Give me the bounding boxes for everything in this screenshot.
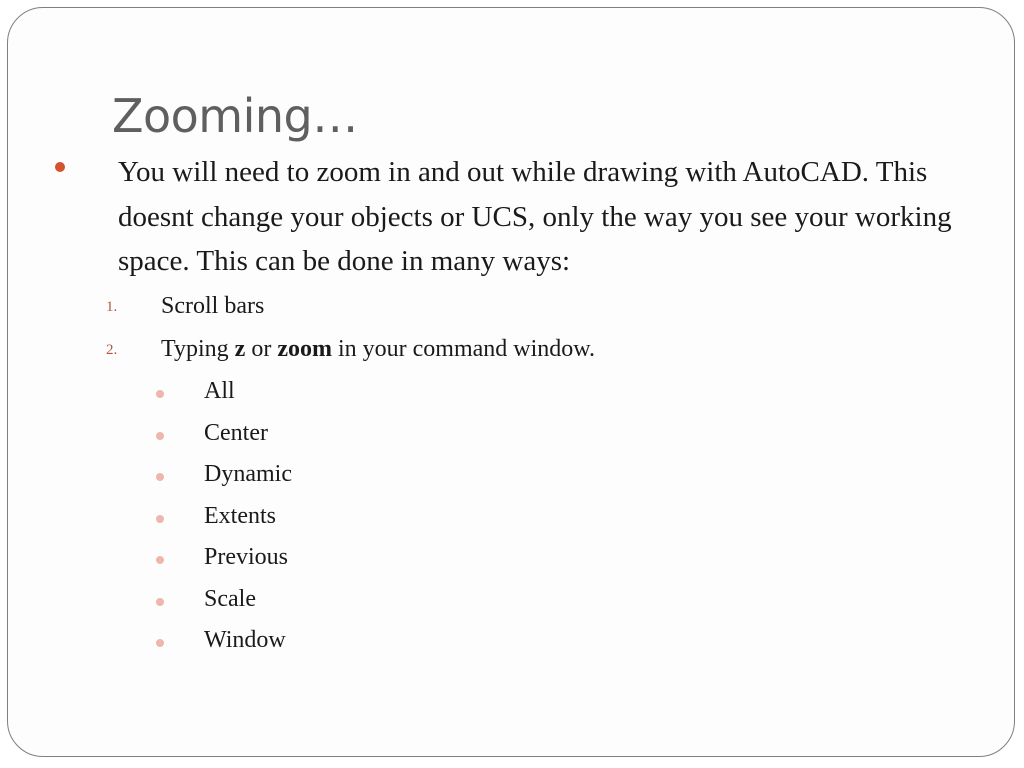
bold-command-zoom: zoom: [277, 336, 332, 362]
sub-item-text: Center: [204, 420, 268, 446]
sub-bullet-icon: [156, 390, 164, 398]
sub-bullet-icon: [156, 598, 164, 606]
bold-command-z: z: [234, 336, 246, 362]
sub-bullet-icon: [156, 432, 164, 440]
sub-item-text: All: [204, 378, 235, 404]
number-marker: 2.: [106, 342, 118, 358]
main-bullet-text: You will need to zoom in and out while drawing with AutoCAD. This doesnt change your objects or UCS, only the way you see your working space. This can be done in many ways:: [118, 156, 952, 277]
sub-bullet-icon: [156, 639, 164, 647]
text-prefix: Typing: [161, 336, 235, 362]
text-mid: or: [245, 336, 278, 362]
sub-item-text: Dynamic: [204, 461, 292, 487]
numbered-item-text: [161, 336, 595, 363]
slide-title: Zooming…: [112, 89, 358, 143]
text-suffix: in your command window.: [331, 336, 596, 362]
sub-item-text: Extents: [204, 503, 276, 529]
sub-item-text: Previous: [204, 544, 288, 570]
sub-bullet-icon: [156, 556, 164, 564]
number-marker: 1.: [106, 299, 118, 315]
sub-bullet-icon: [156, 473, 164, 481]
sub-bullet-icon: [156, 515, 164, 523]
sub-item-text: Window: [204, 627, 286, 653]
numbered-item-text: Scroll bars: [161, 293, 265, 319]
main-bullet-icon: [55, 162, 65, 172]
sub-item-text: Scale: [204, 586, 256, 612]
